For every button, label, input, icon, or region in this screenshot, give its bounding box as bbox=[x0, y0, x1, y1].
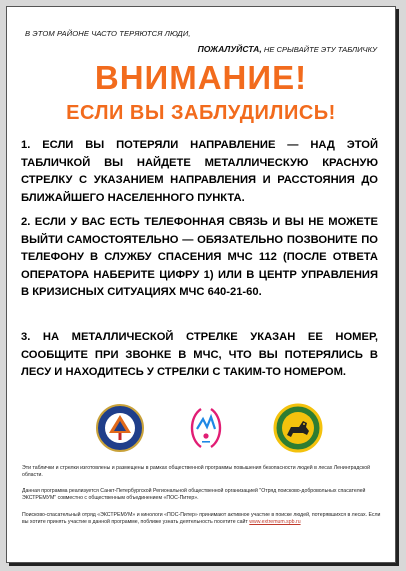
fine-print-3-text: Поисково-спасательный отряд «ЭКСТРЕМУМ» и кинологи «ПОС-Питер» принимают активное участие в поиске людей, потерявшихся в лесах. Если вы хотите принять участие в данной программе, поближе узнать деятельность посетите сайт bbox=[22, 512, 381, 525]
top-note-line-2 bbox=[198, 44, 377, 54]
website-link[interactable]: www.extremum.spb.ru bbox=[249, 519, 301, 525]
instruction-2: 2. ЕСЛИ У ВАС ЕСТЬ ТЕЛЕФОННАЯ СВЯЗЬ И ВЫ НЕ МОЖЕТЕ ВЫЙТИ САМОСТОЯТЕЛЬНО — ОБЯЗАТЕЛЬНО ПОЗВОНИТЕ ПО ТЕЛЕФОНУ В СЛУЖБУ СПАСЕНИЯ МЧС 112 (ПОСЛЕ ОТВЕТА ОПЕРАТОРА НАБЕРИТЕ ЦИФРУ 1) ИЛИ В ЦЕНТР УПРАВЛЕНИЯ В КРИЗИСНЫХ СИТУАЦИЯХ МЧС 640-21-60. bbox=[21, 216, 378, 298]
search-dog-emblem-icon bbox=[273, 403, 323, 453]
notice-page bbox=[6, 6, 396, 563]
notice-title: ВНИМАНИЕ! bbox=[94, 59, 308, 96]
top-note-please: ПОЖАЛУЙСТА, bbox=[197, 44, 262, 54]
fine-print-1: Эти таблички и стрелки изготовлены и размещены в рамках общественной программы повышения безопасности людей в лесах Ленинградской области. bbox=[22, 465, 371, 478]
fine-print-2: Данная программа реализуется Санкт-Петербургской Региональной общественной организацией "Отряд поисково-добровольных спасателей ЭКСТРЕМУМ" совместно с общественным объединением «ПОС-Питер». bbox=[22, 488, 366, 501]
instruction-1: 1. ЕСЛИ ВЫ ПОТЕРЯЛИ НАПРАВЛЕНИЕ — НАД ЭТОЙ ТАБЛИЧКОЙ ВЫ НАЙДЕТЕ МЕТАЛЛИЧЕСКУЮ КРАСНУЮ СТРЕЛКУ С УКАЗАНИЕМ НАПРАВЛЕНИЯ И РАССТОЯНИЯ ДО БЛИЖАЙШЕГО НАСЕЛЕННОГО ПУНКТА. bbox=[21, 139, 378, 204]
rescue-emblem-icon bbox=[95, 403, 145, 453]
top-note-rest: НЕ СРЫВАЙТЕ ЭТУ ТАБЛИЧКУ bbox=[261, 45, 377, 54]
ekstremum-logo-icon bbox=[181, 403, 231, 453]
top-note-line-1: В ЭТОМ РАЙОНЕ ЧАСТО ТЕРЯЮТСЯ ЛЮДИ, bbox=[25, 29, 191, 38]
logo-row bbox=[77, 403, 337, 457]
instruction-3: 3. НА МЕТАЛЛИЧЕСКОЙ СТРЕЛКЕ УКАЗАН ЕЕ НОМЕР, СООБЩИТЕ ПРИ ЗВОНКЕ В МЧС, ЧТО ВЫ ПОТЕРЯЛИСЬ В ЛЕСУ И НАХОДИТЕСЬ У СТРЕЛКИ С ТАКИМ-ТО НОМЕРОМ. bbox=[21, 331, 378, 378]
fine-print-3 bbox=[22, 512, 382, 526]
notice-subtitle: ЕСЛИ ВЫ ЗАБЛУДИЛИСЬ! bbox=[66, 102, 336, 124]
